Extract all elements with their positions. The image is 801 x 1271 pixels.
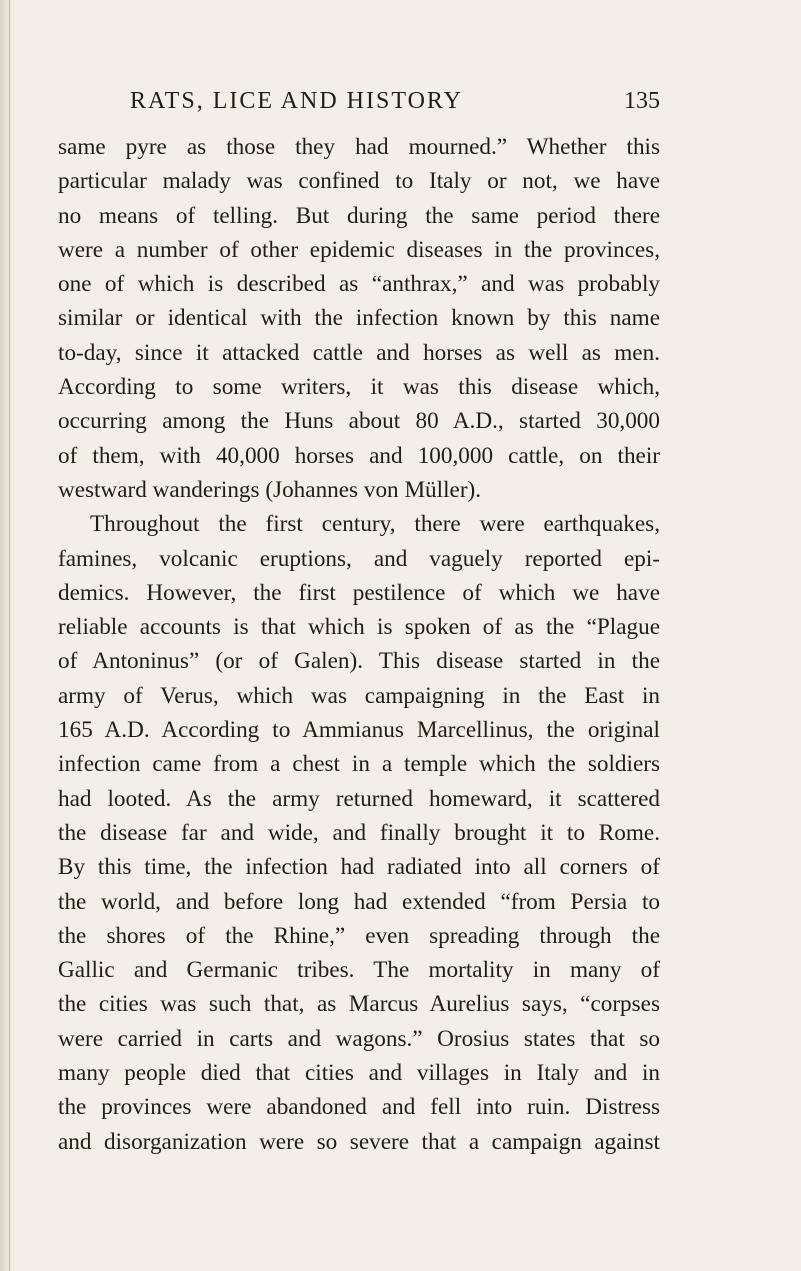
text-line: the shores of the Rhine,” even spreading through the xyxy=(58,922,660,949)
text-line: many people died that cities and villages in Italy and in xyxy=(58,1060,660,1087)
page-binding-edge xyxy=(0,0,14,1271)
running-head-title: RATS, LICE AND HISTORY xyxy=(130,88,463,114)
body-text xyxy=(58,130,660,1159)
text-line: of them, with 40,000 horses and 100,000 cattle, on their xyxy=(58,442,660,469)
text-line: the cities was such that, as Marcus Aurelius says, “corpses xyxy=(58,991,660,1018)
text-line: of Antoninus” (or of Galen). This disease started in the xyxy=(58,648,660,675)
text-line: one of which is described as “anthrax,” and was probably xyxy=(58,271,660,298)
binding-gutter-line xyxy=(9,0,10,1271)
text-line: demics. However, the first pestilence of which we have xyxy=(58,579,660,606)
text-line: to-day, since it attacked cattle and horses as well as men. xyxy=(58,339,660,366)
text-line: the disease far and wide, and finally brought it to Rome. xyxy=(58,819,660,846)
page-number: 135 xyxy=(624,88,660,114)
text-line: had looted. As the army returned homeward, it scattered xyxy=(58,785,660,812)
text-line: Gallic and Germanic tribes. The mortality in many of xyxy=(58,957,660,984)
text-line: similar or identical with the infection known by this name xyxy=(58,305,660,332)
text-line: same pyre as those they had mourned.” Whether this xyxy=(58,134,660,160)
text-line: reliable accounts is that which is spoken of as the “Plague xyxy=(58,614,660,641)
text-line: army of Verus, which was campaigning in the East in xyxy=(58,682,660,709)
text-line: 165 A.D. According to Ammianus Marcellinus, the original xyxy=(58,717,660,744)
text-line: infection came from a chest in a temple which the soldiers xyxy=(58,751,660,778)
text-line: particular malady was confined to Italy or not, we have xyxy=(58,168,660,195)
text-line: famines, volcanic eruptions, and vaguely reported epi- xyxy=(58,545,660,572)
running-head xyxy=(130,88,660,122)
text-line: no means of telling. But during the same period there xyxy=(58,202,660,229)
text-line: According to some writers, it was this disease which, xyxy=(58,374,660,401)
text-line: were a number of other epidemic diseases in the provinces, xyxy=(58,236,660,263)
text-line: westward wanderings (Johannes von Müller). xyxy=(58,476,482,503)
text-line: were carried in carts and wagons.” Orosius states that so xyxy=(58,1025,660,1052)
text-line: By this time, the infection had radiated into all corners of xyxy=(58,854,660,881)
text-line: occurring among the Huns about 80 A.D., started 30,000 xyxy=(58,408,660,435)
text-line: the world, and before long had extended “from Persia to xyxy=(58,888,660,915)
text-line: and disorganization were so severe that a campaign against xyxy=(58,1128,660,1155)
text-line: the provinces were abandoned and fell into ruin. Distress xyxy=(58,1094,660,1121)
text-line: Throughout the first century, there were earthquakes, xyxy=(90,511,660,538)
